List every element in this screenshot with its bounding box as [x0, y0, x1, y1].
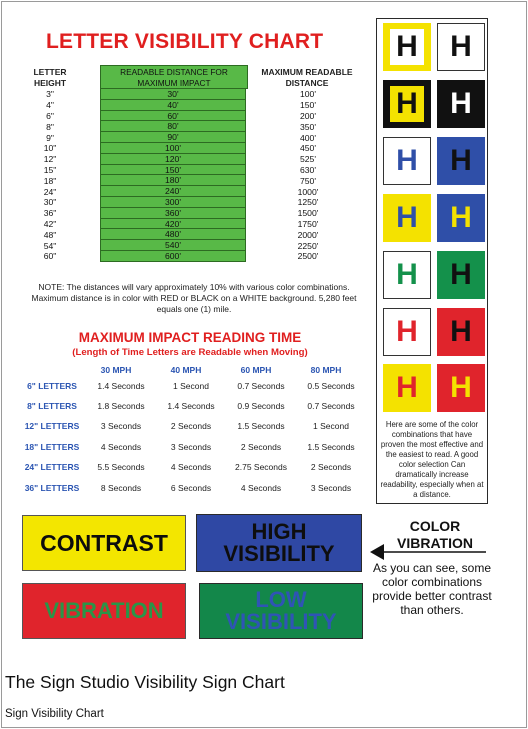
distance-row: [24, 229, 364, 240]
reading-time-cell: 4 Seconds: [240, 483, 282, 493]
contrast-sample: [22, 515, 186, 571]
impact-subtitle: (Length of Time Letters are Readable when Moving): [72, 347, 308, 358]
maximum-distance-cell: 2250': [297, 240, 319, 251]
reading-time-cell: 3 Seconds: [170, 442, 212, 452]
footer-title: The Sign Studio Visibility Sign Chart: [5, 672, 285, 692]
maximum-distance-cell: 2000': [297, 229, 319, 240]
letter-height-cell: 30": [43, 197, 57, 208]
h-letter: H: [396, 315, 418, 348]
color-vibration-title-line-1: COLOR: [409, 518, 461, 534]
reading-time-cell: 1.5 Seconds: [237, 421, 285, 431]
reading-time-cell: 8 Seconds: [100, 483, 142, 493]
distance-row: [24, 89, 364, 100]
reading-time-cell: 2 Seconds: [170, 421, 212, 431]
readable-distance-cell: 600': [100, 251, 246, 262]
low-visibility-sample: [199, 583, 363, 639]
reading-time-cell: 3 Seconds: [310, 483, 352, 493]
impact-row: [18, 400, 368, 412]
h-color-swatch: [437, 80, 485, 128]
distance-row: [24, 208, 364, 219]
letter-height-cell: 42": [43, 218, 57, 229]
high-visibility-sample: [196, 514, 362, 572]
letter-height-cell: 4": [46, 100, 54, 111]
reading-time-cell: 1.4 Seconds: [97, 381, 145, 391]
h-letter: H: [450, 144, 472, 177]
letter-size-label: 24" LETTERS: [24, 462, 80, 472]
reading-time-cell: 1.5 Seconds: [307, 442, 355, 452]
readable-distance-cell: 40': [100, 100, 246, 111]
maximum-distance-cell: 150': [300, 100, 316, 111]
maximum-distance-cell: 400': [300, 132, 316, 143]
readable-distance-cell: 60': [100, 111, 246, 122]
impact-row: [18, 482, 368, 494]
footer-subtitle: Sign Visibility Chart: [5, 708, 104, 720]
reading-time-cell: 2 Seconds: [240, 442, 282, 452]
h-color-swatch: [437, 23, 485, 71]
maximum-distance-cell: 525': [300, 154, 316, 165]
readable-distance-header: READABLE DISTANCE FOR MAXIMUM IMPACT: [100, 65, 248, 89]
h-letter: H: [396, 201, 418, 234]
reading-time-cell: 2.75 Seconds: [235, 462, 287, 472]
arrow-left-icon: [368, 538, 488, 560]
chart-title: LETTER VISIBILITY CHART: [46, 30, 324, 53]
maximum-distance-cell: 350': [300, 121, 316, 132]
reading-time-cell: 5.5 Seconds: [97, 462, 145, 472]
high-visibility-line-1: HIGH: [251, 519, 307, 544]
letter-height-cell: 3": [46, 89, 54, 100]
h-color-swatch: [383, 194, 431, 242]
readable-distance-cell: 30': [100, 89, 246, 100]
letter-height-cell: 10": [43, 143, 57, 154]
vibration-label: VIBRATION: [44, 598, 164, 623]
speed-header-40: 40 MPH: [170, 365, 202, 375]
distance-row: [24, 219, 364, 230]
letter-height-cell: 60": [43, 251, 57, 262]
color-vibration-title-line-2: VIBRATION: [397, 535, 473, 551]
reading-time-cell: 0.7 Seconds: [237, 381, 285, 391]
h-letter: H: [450, 30, 472, 63]
distance-row: [24, 175, 364, 186]
letter-height-cell: 24": [43, 186, 57, 197]
h-color-swatch: [383, 308, 431, 356]
letter-size-label: 6" LETTERS: [27, 381, 77, 391]
maximum-distance-cell: 1000': [297, 186, 319, 197]
low-visibility-line-2: VISIBILITY: [225, 609, 337, 634]
maximum-distance-cell: 750': [300, 175, 316, 186]
letter-height-cell: 9": [46, 132, 54, 143]
maximum-distance-cell: 1250': [297, 197, 319, 208]
high-visibility-line-2: VISIBILITY: [223, 541, 335, 566]
h-color-swatch: [437, 194, 485, 242]
vibration-sample: [22, 583, 186, 639]
h-color-swatch: [383, 137, 431, 185]
readable-distance-cell: 90': [100, 132, 246, 143]
distance-row: [24, 165, 364, 176]
low-visibility-line-1: LOW: [255, 587, 307, 612]
reading-time-cell: 2 Seconds: [310, 462, 352, 472]
h-color-swatch: [383, 251, 431, 299]
h-letter: H: [396, 144, 418, 177]
maximum-distance-cell: 450': [300, 143, 316, 154]
h-letter: H: [396, 30, 418, 63]
distance-row: [24, 240, 364, 251]
letter-height-cell: 8": [46, 121, 54, 132]
impact-row: [18, 441, 368, 453]
reading-time-cell: 6 Seconds: [170, 483, 212, 493]
h-letter: H: [396, 258, 418, 291]
reading-time-cell: 4 Seconds: [100, 442, 142, 452]
distance-table: [24, 89, 364, 262]
readable-distance-cell: 80': [100, 121, 246, 132]
h-letter: H: [450, 371, 472, 404]
distance-row: [24, 154, 364, 165]
letter-size-label: 36" LETTERS: [24, 483, 80, 493]
readable-distance-cell: 120': [100, 154, 246, 165]
distance-row: [24, 121, 364, 132]
reading-time-cell: 0.5 Seconds: [307, 381, 355, 391]
reading-time-cell: 0.9 Seconds: [237, 401, 285, 411]
readable-distance-cell: 100': [100, 143, 246, 154]
h-color-swatch: [437, 364, 485, 412]
readable-distance-cell: 420': [100, 219, 246, 230]
readable-distance-cell: 540': [100, 240, 246, 251]
maximum-distance-cell: 1500': [297, 208, 319, 219]
h-color-swatch: [383, 80, 431, 128]
distance-row: [24, 197, 364, 208]
letter-height-cell: 36": [43, 208, 57, 219]
letter-height-cell: 48": [43, 229, 57, 240]
impact-row: [18, 420, 368, 432]
speed-header-60: 60 MPH: [240, 365, 272, 375]
readable-distance-cell: 240': [100, 186, 246, 197]
letter-height-cell: 12": [43, 154, 57, 165]
maximum-distance-cell: 1750': [297, 218, 319, 229]
maximum-distance-cell: 2500': [297, 251, 319, 262]
reading-time-cell: 1.4 Seconds: [167, 401, 215, 411]
reading-time-cell: 1 Second: [313, 421, 349, 431]
letter-height-cell: 54": [43, 240, 57, 251]
readable-distance-cell: 150': [100, 165, 246, 176]
h-color-swatch: [383, 23, 431, 71]
impact-title: MAXIMUM IMPACT READING TIME: [78, 330, 302, 345]
distance-note: NOTE: The distances will vary approximately 10% with various color combinations. Maximum distance is in color with RED or BLACK on a WHITE background. 5,280 feet equals one (1) mile.: [31, 282, 357, 314]
distance-row: [24, 100, 364, 111]
letter-height-cell: 18": [43, 175, 57, 186]
maximum-distance-cell: 200': [300, 110, 316, 121]
reading-time-cell: 3 Seconds: [100, 421, 142, 431]
h-color-swatch: [437, 137, 485, 185]
letter-height-cell: 6": [46, 110, 54, 121]
contrast-label: CONTRAST: [40, 529, 168, 556]
distance-row: [24, 251, 364, 262]
maximum-distance-header: MAXIMUM READABLE DISTANCE: [261, 67, 353, 88]
color-vibration-text: As you can see, some color combinations provide better contrast than others.: [372, 561, 492, 617]
distance-row: [24, 132, 364, 143]
letter-size-label: 18" LETTERS: [24, 442, 80, 452]
h-letter: H: [396, 371, 418, 404]
h-letter: H: [396, 87, 418, 120]
readable-distance-cell: 300': [100, 197, 246, 208]
distance-row: [24, 186, 364, 197]
distance-row: [24, 111, 364, 122]
readable-distance-cell: 480': [100, 229, 246, 240]
color-panel-caption: Here are some of the color combinations that have proven the most effective and the easiest to read. A good color selection Can dramatically increase readability, especially when at a distance.: [380, 420, 484, 499]
h-color-swatch: [383, 364, 431, 412]
h-letter: H: [450, 315, 472, 348]
letter-height-cell: 15": [43, 164, 57, 175]
speed-header-30: 30 MPH: [100, 365, 132, 375]
readable-distance-cell: 180': [100, 175, 246, 186]
impact-row: [18, 461, 368, 473]
maximum-distance-cell: 630': [300, 164, 316, 175]
reading-time-cell: 4 Seconds: [170, 462, 212, 472]
reading-time-cell: 1 Second: [173, 381, 209, 391]
h-color-swatch: [437, 251, 485, 299]
maximum-distance-cell: 100': [300, 89, 316, 100]
reading-time-cell: 1.8 Seconds: [97, 401, 145, 411]
h-letter: H: [450, 201, 472, 234]
reading-time-cell: 0.7 Seconds: [307, 401, 355, 411]
distance-row: [24, 143, 364, 154]
h-letter: H: [450, 87, 472, 120]
letter-size-label: 8" LETTERS: [27, 401, 77, 411]
speed-header-80: 80 MPH: [310, 365, 342, 375]
letter-height-header: LETTER HEIGHT: [33, 67, 67, 88]
h-letter: H: [450, 258, 472, 291]
readable-distance-cell: 360': [100, 208, 246, 219]
h-color-swatch: [437, 308, 485, 356]
impact-row: [18, 380, 368, 392]
letter-size-label: 12" LETTERS: [24, 421, 80, 431]
